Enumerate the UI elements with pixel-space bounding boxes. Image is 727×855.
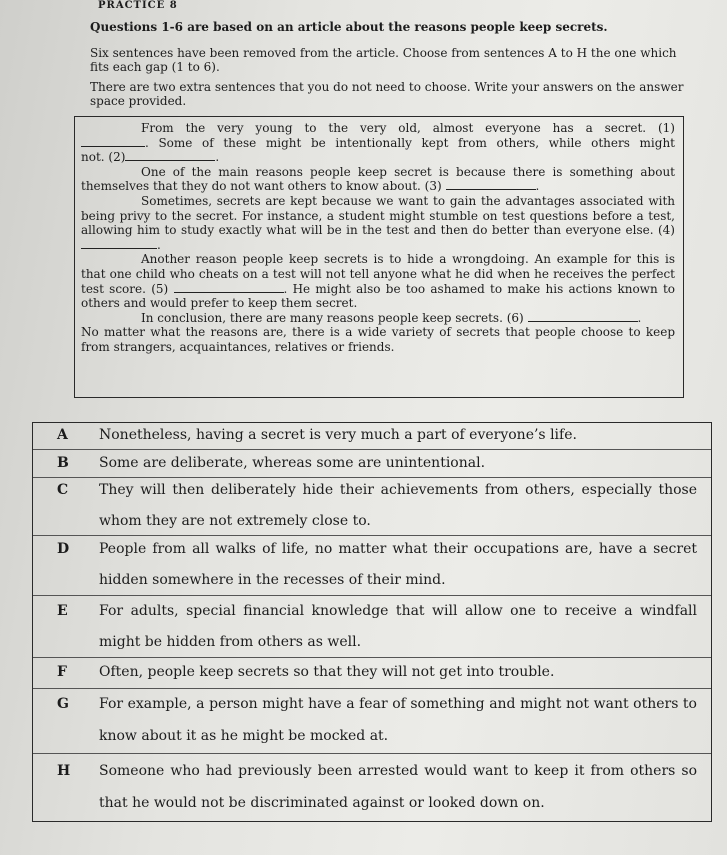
option-text-line-2: might be hidden from others as well. [99, 634, 362, 650]
passage-p1c: not. (2) [81, 150, 126, 165]
option-text-line-2: whom they are not extremely close to. [99, 513, 371, 529]
option-letter: A [57, 427, 68, 443]
option-letter: C [57, 482, 69, 498]
divider [33, 595, 711, 596]
option-text: Often, people keep secrets so that they will not get into trouble. [99, 664, 555, 680]
practice-header: PRACTICE 8 [98, 0, 178, 11]
option-text-line-1: They will then deliberately hide their achievements from others, especially those [99, 482, 697, 498]
gap-4-blank[interactable] [81, 238, 157, 249]
passage-p3: Sometimes, secrets are kept because we want to gain the advantages associated with being privy to the secret. For instance, a student might stumble on test questions before a test, allowing him to study exactly what will be in the test and then do better than everyone else. (4) [81, 193, 675, 238]
option-letter: H [57, 763, 71, 779]
passage-p4a: Another reason people keep secrets is to hide a wrongdoing. An example for this is that one child who cheats on a test will not tell anyone what he did when he receives the perfect test score. (5) [81, 252, 675, 296]
option-text-line-2: know about it as he might be mocked at. [99, 728, 389, 744]
option-text-line-1: For adults, special financial knowledge that will allow one to receive a windfall [99, 603, 697, 619]
option-letter: F [57, 664, 67, 680]
gap-1-blank[interactable] [81, 136, 145, 147]
option-letter: E [57, 603, 68, 619]
divider [33, 688, 711, 689]
instruction-2: Six sentences have been removed from the article. Choose from sentences A to H the one which fits each gap (1 to 6). [90, 46, 677, 74]
passage-p2: One of the main reasons people keep secret is because there is something about themselves that they do not want others to know about. (3) [81, 164, 675, 194]
option-text: Nonetheless, having a secret is very much a part of everyone’s life. [99, 427, 577, 443]
gap-3-blank[interactable] [446, 179, 536, 190]
gap-2-blank[interactable] [125, 150, 215, 161]
instruction-1: Questions 1-6 are based on an article about the reasons people keep secrets. [90, 20, 608, 34]
divider [33, 535, 711, 536]
divider [33, 657, 711, 658]
option-text-line-1: For example, a person might have a fear of something and might not want others to [99, 696, 697, 712]
gap-6-blank[interactable] [528, 311, 638, 322]
option-text-line-1: People from all walks of life, no matter what their occupations are, have a secret [99, 541, 697, 557]
passage-p6: No matter what the reasons are, there is a wide variety of secrets that people choose to keep from strangers, acquaintances, relatives or friends. [81, 325, 675, 354]
option-letter: G [57, 696, 69, 712]
divider [33, 449, 711, 450]
article-passage: From the very young to the very old, almost everyone has a secret. (1) . Some of these might be intentionally kept from others, while others might not. (2) . One of the main reasons people keep secret is because there is something about themselves that they do not want others to know about. (3) . Sometimes, secrets are kept because we want to gain the advantages associated with being privy to the secret. For instance, a student might stumble on test questions before a test, allowing him to study exactly what will be in the test and then do better than everyone else. (4). Another reason people keep secrets is to hide a wrongdoing. An example for this is that one child who cheats on a test will not tell anyone what he did when he receives the perfect test score. (5) . He might also be too ashamed to make his actions known to others and would prefer to keep them secret. In conclusion, there are many reasons people keep secrets. (6) . No matter what the reasons are, there is a wide variety of secrets that people choose to keep from strangers, acquaintances, relatives or friends. [74, 116, 684, 398]
option-text-line-2: that he would not be discriminated against or looked down on. [99, 795, 545, 811]
option-text-line-1: Someone who had previously been arrested would want to keep it from others so [99, 763, 697, 779]
option-letter: B [57, 455, 69, 471]
option-text-line-2: hidden somewhere in the recesses of their mind. [99, 572, 446, 588]
divider [33, 753, 711, 754]
option-text: Some are deliberate, whereas some are unintentional. [99, 455, 486, 471]
gap-5-blank[interactable] [174, 282, 284, 293]
passage-p5: In conclusion, there are many reasons people keep secrets. (6) [141, 310, 524, 325]
option-letter: D [57, 541, 70, 557]
sentence-options-box [32, 422, 712, 822]
passage-p1a: From the very young to the very old, almost everyone has a secret. (1) [141, 121, 675, 135]
passage-p4b: . He might also be too ashamed to make his actions known to others and would prefer to keep them secret. [81, 281, 675, 311]
instruction-3: There are two extra sentences that you do not need to choose. Write your answers on the answer space provided. [90, 80, 684, 108]
passage-p1b: . Some of these might be intentionally kept from others, while others might [145, 135, 675, 150]
divider [33, 477, 711, 478]
